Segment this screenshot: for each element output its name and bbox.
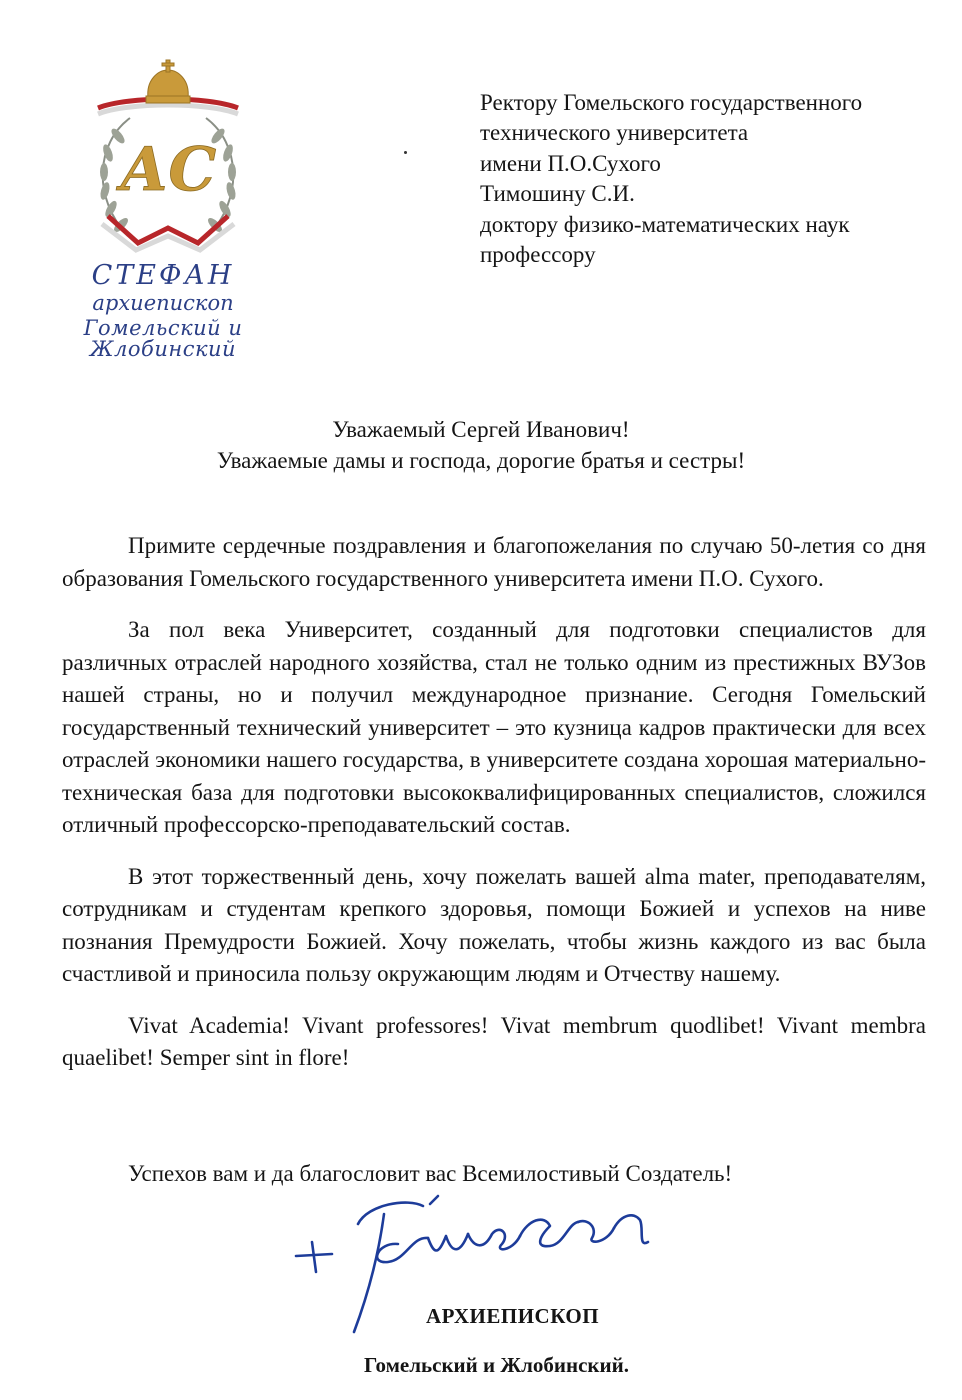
addressee-line: Тимошину С.И.	[480, 181, 635, 207]
letter-body	[62, 530, 926, 1094]
body-paragraph: Vivat Academia! Vivant professores! Vivat membrum quodlibet! Vivant membra quaelibet! Semper sint in flore!	[62, 1012, 926, 1070]
greeting-line-2: Уважаемые дамы и господа, дорогие братья и сестры!	[216, 448, 746, 473]
addressee-line: профессору	[480, 242, 596, 268]
signature-diocese: Гомельский и Жлобинский.	[364, 1353, 629, 1377]
body-paragraph: За пол века Университет, созданный для подготовки специалистов для различных отраслей народного хозяйства, стал не только одним из престижных ВУЗов нашей страны, но и получил международное признание. Сегодня Гомельский государственный технический университет – это кузница кадров практически для всех отраслей экономики нашего государства, в университете создана хорошая материально-техническая база для подготовки высококвалифицированных специалистов, сложился отличный профессорско-преподавательский состав.	[62, 617, 926, 837]
monogram-text: АС	[119, 135, 217, 205]
addressee-line: Ректору Гомельского государственного	[480, 90, 863, 115]
closing-line: Успехов вам и да благословит вас Всемилостивый Создатель!	[128, 1161, 733, 1186]
sender-title: архиепископ	[92, 291, 234, 315]
sender-block	[8, 262, 318, 360]
signature-title: АРХИЕПИСКОП	[426, 1304, 600, 1328]
sender-diocese: Гомельский и Жлобинский	[83, 316, 243, 361]
body-paragraph: Примите сердечные поздравления и благопожелания по случаю 50-летия со дня образования Гомельского государственного университета имени П.О. Сухого.	[62, 533, 926, 591]
coat-of-arms-emblem	[78, 58, 258, 258]
scan-speck	[404, 151, 407, 154]
sender-name: СТЕФАН	[91, 260, 235, 291]
addressee-line: имени П.О.Сухого	[480, 150, 661, 176]
greeting-line-1: Уважаемый Сергей Иванович!	[332, 417, 630, 442]
addressee-line: доктору физико-математических наук	[480, 211, 850, 237]
greeting	[0, 414, 962, 476]
addressee-block	[480, 88, 950, 270]
body-paragraph: В этот торжественный день, хочу пожелать вашей alma mater, преподавателям, сотрудникам и студентам крепкого здоровья, помощи Божией и успехов на ниве познания Премудрости Божией. Хочу пожелать, чтобы жизнь каждого из вас была счастливой и приносила пользу окружающим людям и Отчеству нашему.	[62, 863, 926, 986]
addressee-line: технического университета	[480, 120, 749, 146]
